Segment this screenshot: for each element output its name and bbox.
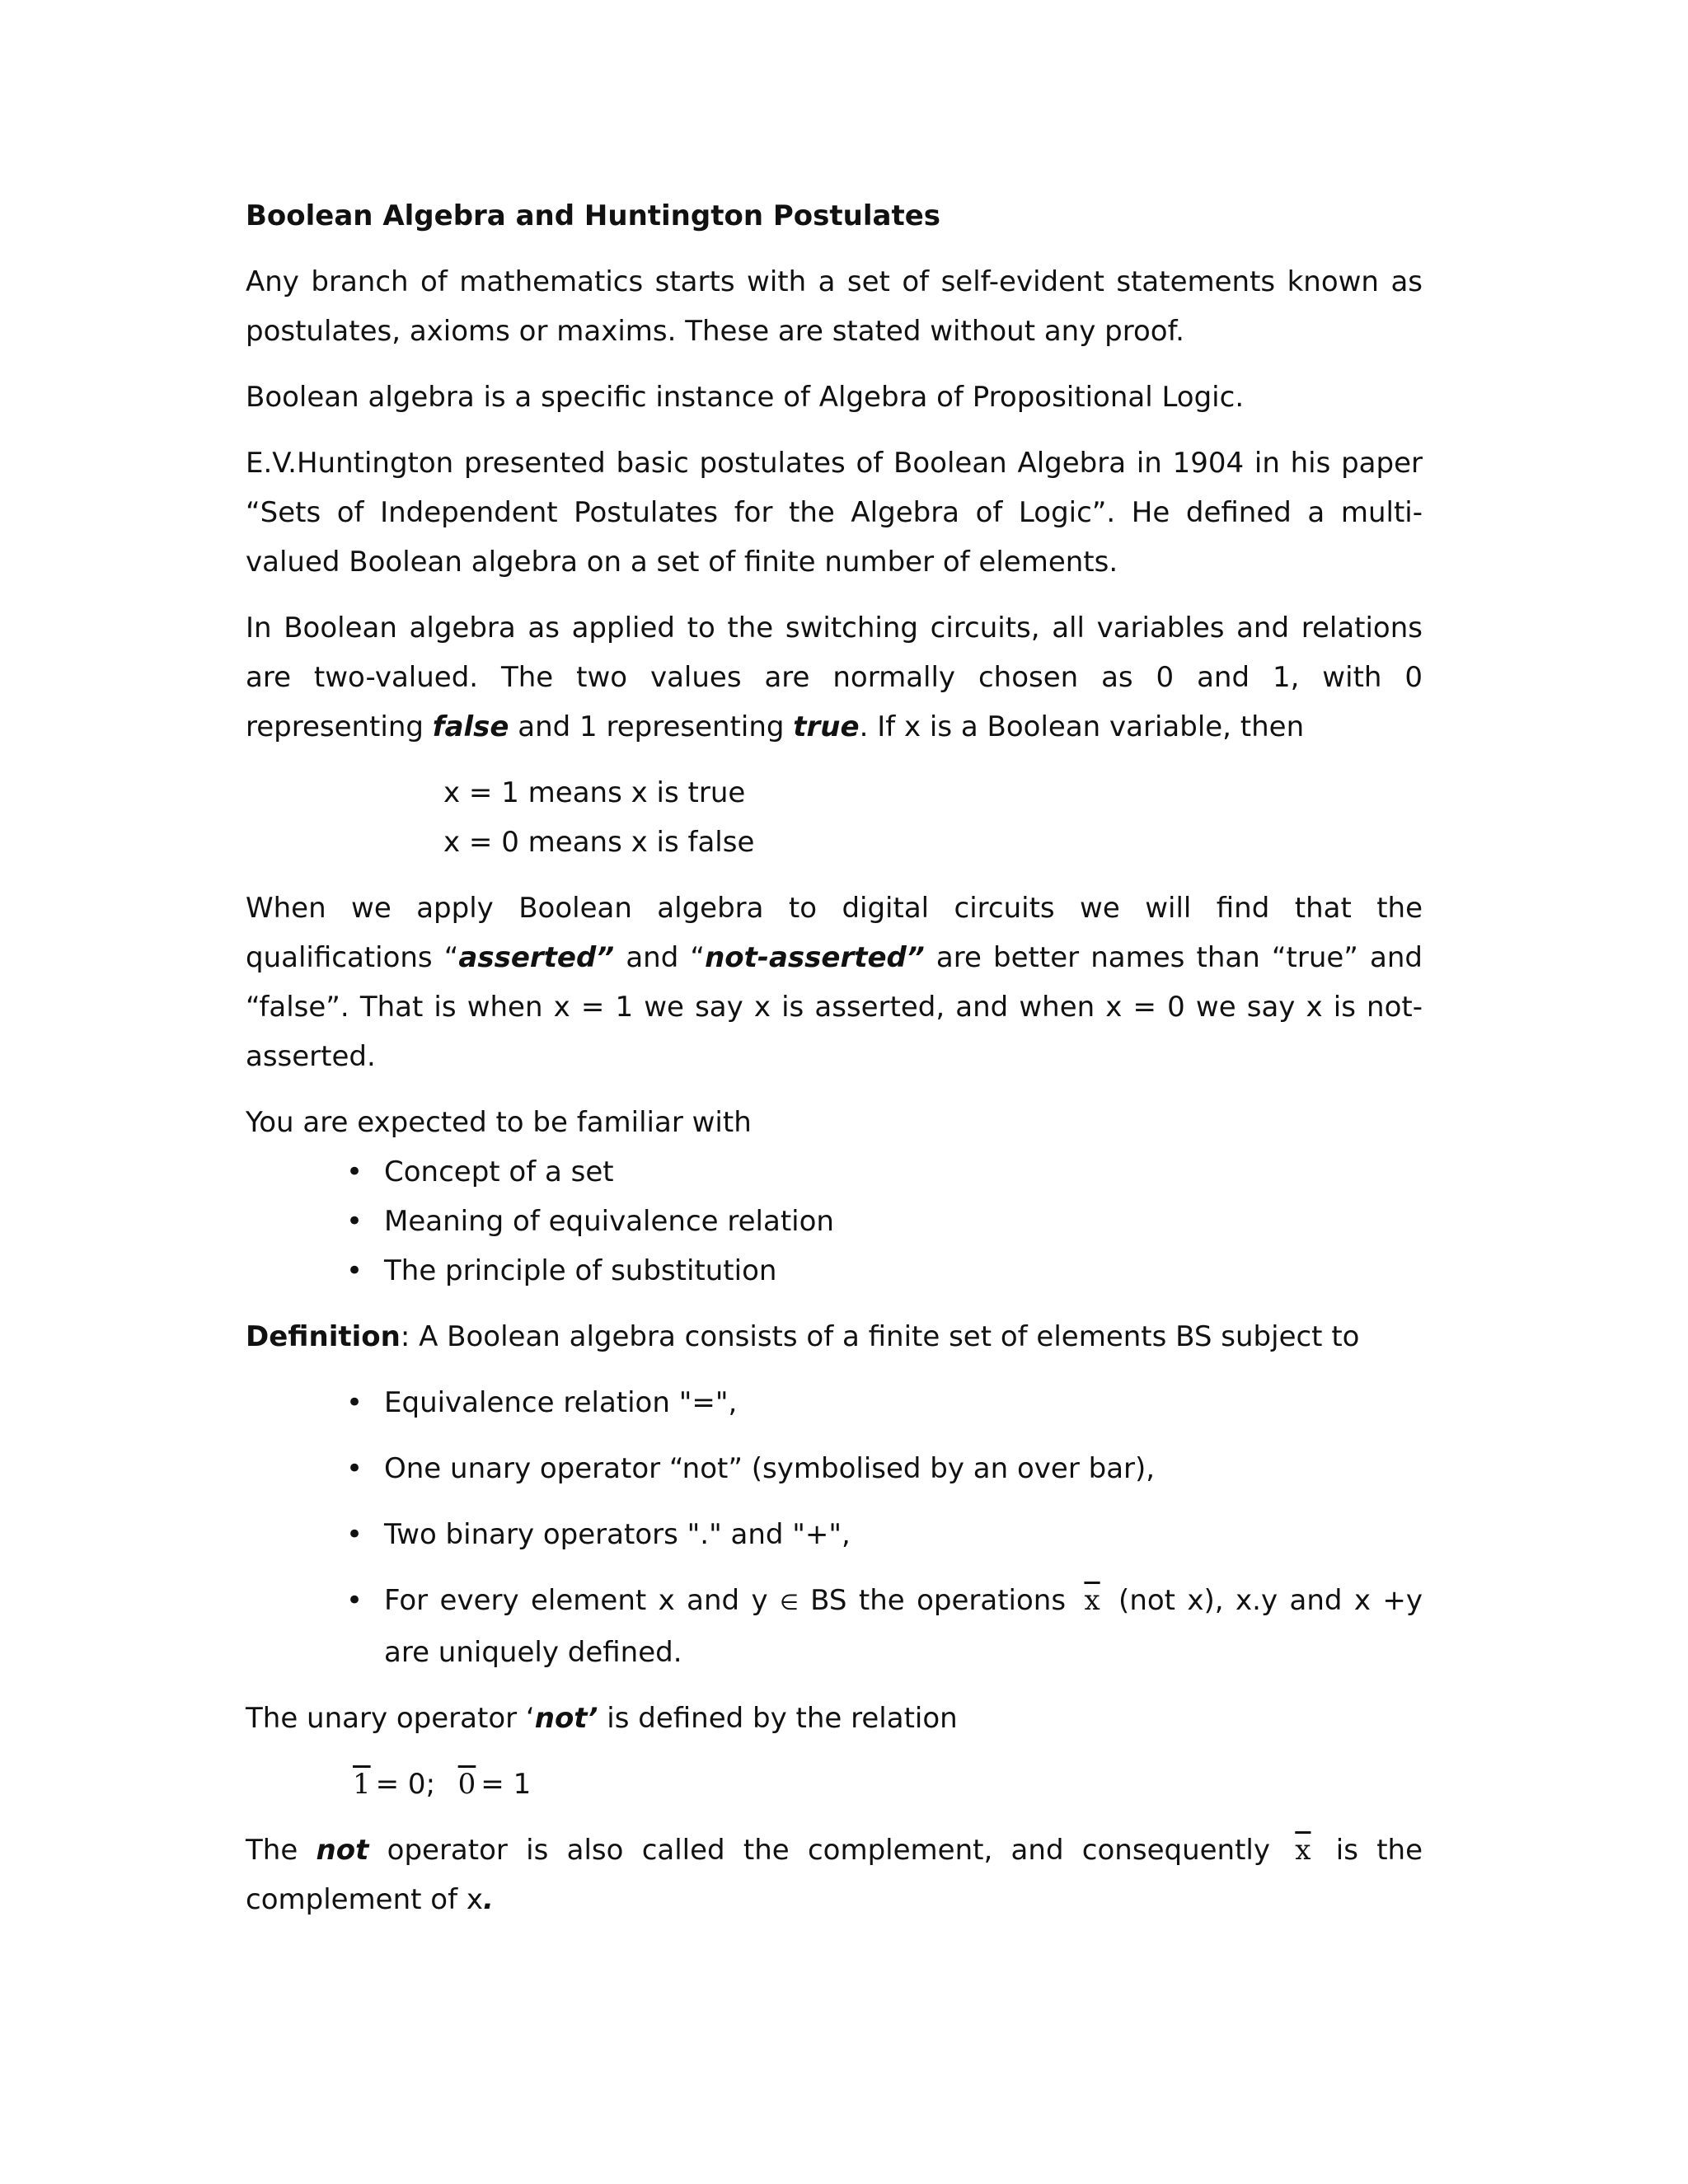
paragraph-familiar: You are expected to be familiar with — [246, 1106, 752, 1139]
p4-text-3: . If x is a Boolean variable, then — [859, 710, 1305, 743]
paragraph-unary-not — [246, 1694, 1423, 1743]
paragraph-asserted — [246, 883, 1423, 1081]
p8-text-3: is the complement of x — [246, 1834, 1423, 1916]
p8-text-1: The — [246, 1834, 316, 1867]
relation-eq-1: = 0; — [375, 1768, 436, 1801]
p4-text-1: In Boolean algebra as applied to the switching circuits, all variables and relations are two-valued. The two values are normally chosen as 0 and 1, with 0 representing — [246, 612, 1423, 743]
item4-text-2: BS the operations — [798, 1584, 1078, 1617]
paragraph-huntington: E.V.Huntington presented basic postulates of Boolean Algebra in 1904 in his paper “Sets of Independent Postulates for the Algebra of Logic”. He defined a multi-valued Boolean algebra on a set of finite number of elements. — [246, 447, 1423, 579]
not-operator-emphasis: not — [316, 1834, 369, 1867]
x-bar-complement: $\overline{x}$ — [1295, 1834, 1311, 1867]
definition-list — [246, 1378, 1423, 1677]
list-item: • Two binary operators "." and "+", — [384, 1510, 1423, 1559]
relation-eq-2: = 1 — [481, 1768, 532, 1801]
p7-text-2: is defined by the relation — [598, 1702, 958, 1735]
not-asserted-emphasis: not-asserted” — [705, 941, 925, 974]
one-bar-symbol: 1 — [353, 1768, 371, 1801]
paragraph-definition — [246, 1312, 1423, 1361]
definition-label: Definition — [246, 1320, 401, 1353]
p5-text-1: When we apply Boolean algebra to digital circuits we will find that the qualifications “ — [246, 892, 1423, 974]
list-item — [384, 1576, 1423, 1677]
not-emphasis: not’ — [534, 1702, 598, 1735]
list-item: • Concept of a set — [384, 1147, 1423, 1197]
list-item: • One unary operator “not” (symbolised by an over bar), — [384, 1444, 1423, 1493]
asserted-emphasis: asserted” — [458, 941, 615, 974]
paragraph-complement — [246, 1825, 1423, 1924]
p7-text-1: The unary operator ‘ — [246, 1702, 535, 1735]
true-emphasis: true — [793, 710, 860, 743]
familiar-list — [246, 1147, 1423, 1296]
list-item: • The principle of substitution — [384, 1246, 1423, 1296]
x-bar-symbol: $\overline{x}$ — [1084, 1584, 1100, 1617]
page-title: Boolean Algebra and Huntington Postulates — [246, 199, 940, 232]
item4-text-3: (not x), x.y and x +y are uniquely defined. — [384, 1584, 1423, 1669]
p5-text-2: and “ — [614, 941, 706, 974]
not-relation — [246, 1760, 1423, 1809]
element-of-symbol: ∈ — [780, 1591, 799, 1615]
document-content — [246, 191, 1423, 1941]
zero-bar-symbol: 0 — [457, 1768, 476, 1801]
equation-block — [246, 768, 1423, 867]
paragraph-intro: Any branch of mathematics starts with a set of self-evident statements known as postulates, axioms or maxims. These are stated without any proof. — [246, 265, 1423, 348]
item4-text-1: For every element x and y — [384, 1584, 781, 1617]
paragraph-two-valued — [246, 603, 1423, 752]
list-item: • Equivalence relation "=", — [384, 1378, 1423, 1427]
equation-true: x = 1 means x is true — [443, 776, 746, 809]
p4-text-2: and 1 representing — [509, 710, 794, 743]
final-period: . — [483, 1883, 494, 1916]
equation-false: x = 0 means x is false — [443, 826, 755, 859]
p8-text-2: operator is also called the complement, and consequently — [368, 1834, 1289, 1867]
definition-text: : A Boolean algebra consists of a finite set of elements BS subject to — [400, 1320, 1360, 1353]
paragraph-boolean-instance: Boolean algebra is a specific instance of Algebra of Propositional Logic. — [246, 381, 1245, 414]
p5-text-3: are better names than “true” and “false”. That is when x = 1 we say x is asserted, and when x = 0 we say x is not-asserted. — [246, 941, 1423, 1073]
false-emphasis: false — [432, 710, 509, 743]
list-item: • Meaning of equivalence relation — [384, 1197, 1423, 1246]
